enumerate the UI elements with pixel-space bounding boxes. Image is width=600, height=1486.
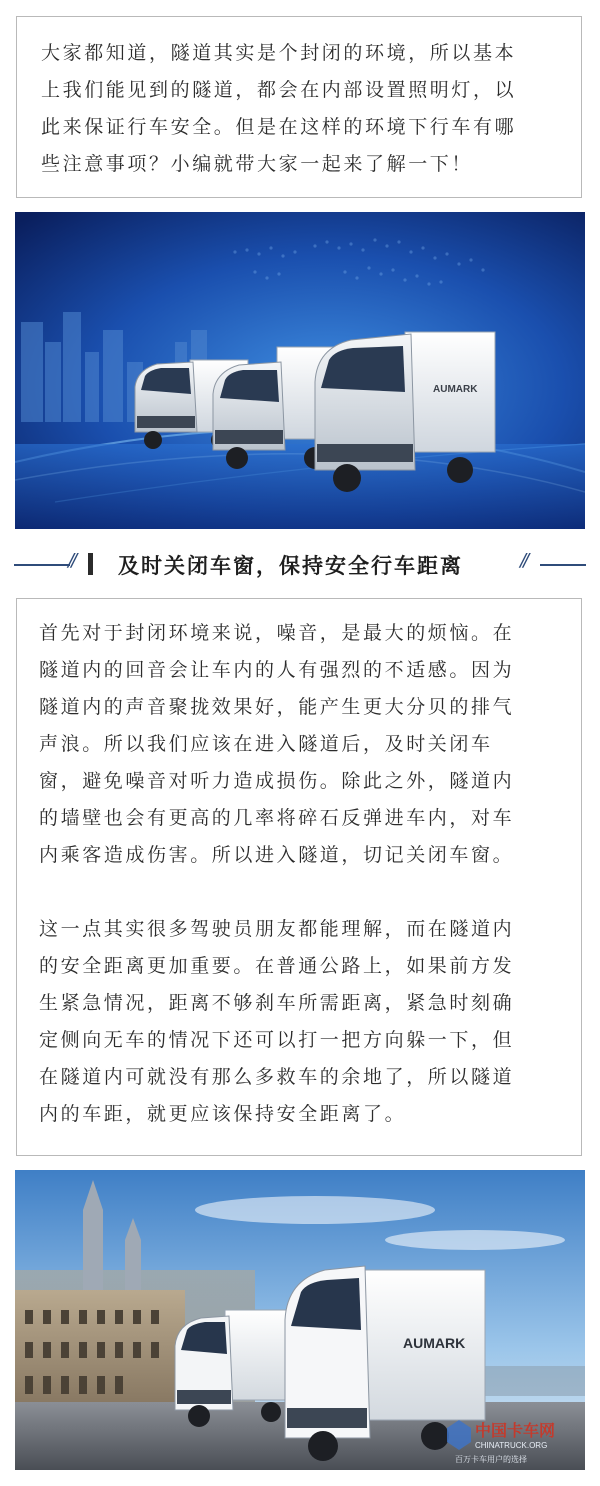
intro-line: 大家都知道，隧道其实是个封闭的环境，所以基本 (41, 42, 517, 64)
body-line: 的安全距离更加重要。在普通公路上，如果前方发 (39, 955, 515, 977)
body-textbox (16, 598, 582, 1156)
trucks-blue-banner-image (15, 212, 585, 529)
watermark-cn: 中国卡车网 (475, 1421, 556, 1440)
truck-brand-label: AUMARK (403, 1335, 466, 1351)
intro-line: 此来保证行车安全。但是在这样的环境下行车有哪 (41, 116, 517, 138)
intro-textbox (16, 16, 582, 198)
heading-right-line (540, 564, 586, 566)
body-line: 这一点其实很多驾驶员朋友都能理解，而在隧道内 (39, 918, 515, 940)
body-line: 内乘客造成伤害。所以进入隧道，切记关闭车窗。 (39, 844, 515, 866)
heading-left-slashes: // (68, 550, 75, 571)
body-line: 隧道内的声音聚拢效果好，能产生更大分贝的排气 (39, 696, 515, 718)
intro-line: 些注意事项？小编就带大家一起来了解一下！ (41, 153, 474, 175)
paragraph-2 (39, 911, 581, 1133)
body-line: 在隧道内可就没有那么多救车的余地了，所以隧道 (39, 1066, 515, 1088)
trucks-city-photo (15, 1170, 585, 1470)
section-title: 及时关闭车窗，保持安全行车距离 (118, 554, 463, 578)
body-line: 隧道内的回音会让车内的人有强烈的不适感。因为 (39, 659, 515, 681)
intro-line: 上我们能见到的隧道，都会在内部设置照明灯，以 (41, 79, 517, 101)
body-line: 首先对于封闭环境来说，噪音，是最大的烦恼。在 (39, 622, 515, 644)
truck-brand-label: AUMARK (433, 384, 478, 395)
heading-bar (88, 553, 93, 575)
body-line: 的墙壁也会有更高的几率将碎石反弹进车内，对车 (39, 807, 515, 829)
body-line: 生紧急情况，距离不够刹车所需距离，紧急时刻确 (39, 992, 515, 1014)
heading-left-line (14, 564, 70, 566)
section-heading (0, 546, 600, 584)
body-line: 窗，避免噪音对听力造成损伤。除此之外，隧道内 (39, 770, 515, 792)
body-line: 定侧向无车的情况下还可以打一把方向躲一下，但 (39, 1029, 515, 1051)
body-line: 内的车距，就更应该保持安全距离了。 (39, 1103, 407, 1125)
watermark-en: CHINATRUCK.ORG (475, 1441, 548, 1450)
watermark-sub: 百万卡车用户的选择 (455, 1455, 527, 1464)
paragraph-1 (39, 615, 581, 874)
heading-right-slashes: // (520, 550, 527, 571)
body-line: 声浪。所以我们应该在进入隧道后，及时关闭车 (39, 733, 493, 755)
